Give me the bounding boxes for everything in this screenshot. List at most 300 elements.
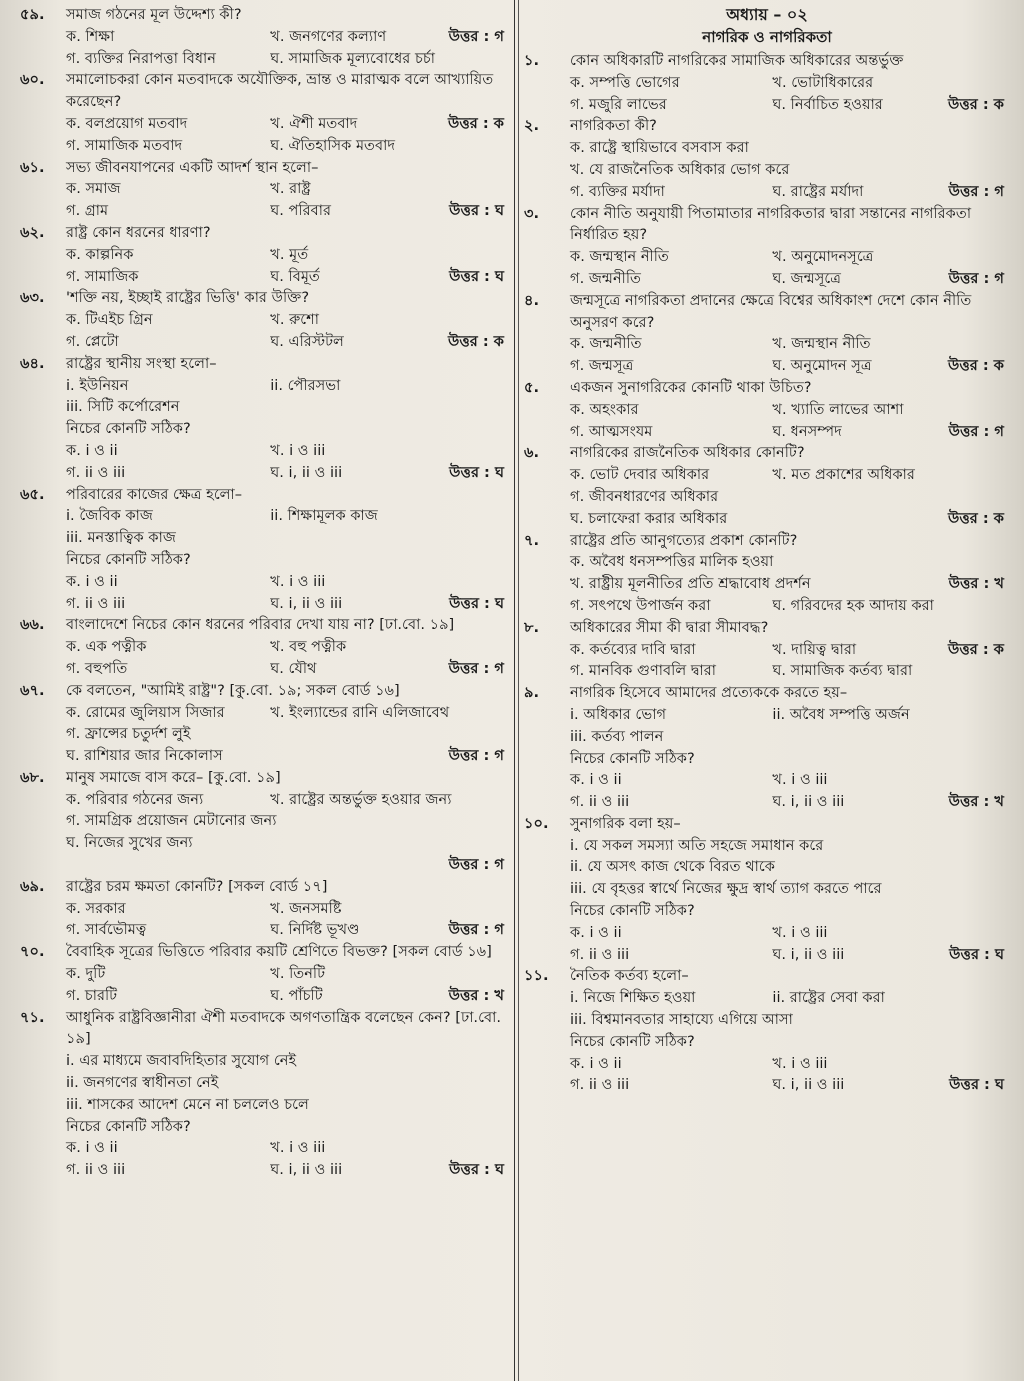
answer-label: [1004, 595, 1010, 617]
option-row: [20, 266, 510, 288]
option-row: [524, 486, 1010, 508]
option: গ. ii ও iii: [66, 1161, 126, 1179]
statement: [309, 1094, 510, 1116]
option: [772, 486, 1004, 508]
option: গ. বহুপতি: [66, 659, 128, 677]
statement-row: [524, 1031, 1010, 1053]
option: ক. সম্পত্তি ভোগের: [570, 73, 680, 91]
question-item: [524, 617, 1010, 682]
answer-label: উত্তর : খ: [948, 793, 1004, 811]
statement: [296, 1050, 510, 1072]
option: গ. চারটি: [66, 986, 118, 1004]
question-text: 'শক্তি নয়, ইচ্ছাই রাষ্ট্রের ভিত্তি' কার উক্তি?: [66, 289, 310, 307]
option: গ. ব্যক্তির মর্যাদা: [570, 182, 665, 200]
option: খ. ইংল্যান্ডের রানি এলিজাবেথ: [270, 703, 450, 721]
option: গ. সামাজিক মতবাদ: [66, 136, 183, 154]
answer-label: উত্তর : গ: [448, 659, 504, 677]
answer-label: [504, 636, 510, 658]
question-number: ৬৭.: [20, 681, 45, 699]
option: ঘ. রাশিয়ার জার নিকোলাস: [66, 747, 223, 765]
question-item: [524, 203, 1010, 290]
option-row: [524, 355, 1010, 377]
option: ঘ. পরিবার: [270, 202, 332, 220]
statement: ii. যে অসৎ কাজ থেকে বিরত থাকে: [570, 858, 775, 876]
option: খ. তিনটি: [270, 965, 326, 983]
question-text: কোন নীতি অনুযায়ী পিতামাতার নাগরিকতার দ্বারা সন্তানের নাগরিকতা নির্ধারিত হয়?: [570, 204, 972, 244]
option-row: [20, 462, 510, 484]
option-row: [20, 702, 510, 724]
statement: iii. শাসকের আদেশ মেনে না চললেও চলে: [66, 1095, 309, 1113]
question-stem: [524, 203, 1010, 247]
statement: ii. জনগণের স্বাধীনতা নেই: [66, 1074, 219, 1092]
option: [66, 854, 270, 876]
question-stem: [20, 222, 510, 244]
option: খ. রাষ্ট্রের অন্তর্ভুক্ত হওয়ার জন্য: [270, 790, 452, 808]
option: ঘ. i, ii ও iii: [772, 1076, 845, 1094]
statement: iii. মনস্তাত্বিক কাজ: [66, 529, 176, 547]
option-row: [20, 440, 510, 462]
question-stem: [20, 484, 510, 506]
option: [270, 854, 448, 876]
answer-label: [1004, 486, 1010, 508]
statement: [773, 551, 1010, 573]
statement-row: [20, 418, 510, 440]
answer-label: [504, 440, 510, 462]
question-text: কে বলতেন, "আমিই রাষ্ট্র"? [কু.বো. ১৯; সকল বোর্ড ১৬]: [66, 681, 400, 699]
statement: iii. যে বৃহত্তর স্বার্থে নিজের ক্ষুদ্র স্বার্থ ত্যাগ করতে পারে: [570, 880, 882, 898]
option: ক. দুটি: [66, 965, 106, 983]
statement-row: [524, 856, 1010, 878]
option-row: [524, 464, 1010, 486]
option-row: [20, 135, 510, 157]
answer-label: উত্তর : খ: [948, 575, 1004, 593]
column-divider: [514, 0, 515, 1381]
answer-label: উত্তর : গ: [948, 269, 1004, 287]
question-text: একজন সুনাগরিকের কোনটি থাকা উচিত?: [570, 378, 812, 396]
option: খ. i ও iii: [772, 923, 828, 941]
question-stem: [20, 157, 510, 179]
question-stem: [524, 965, 1010, 987]
answer-label: [1004, 660, 1010, 682]
question-text: আধুনিক রাষ্ট্রবিজ্ঞানীরা ঐশী মতবাদকে অগণতান্ত্রিক বলেছেন কেন? [ঢা.বো. ১৯]: [66, 1008, 501, 1048]
statement-row: [20, 505, 510, 527]
option: ক. i ও ii: [570, 1054, 622, 1072]
option-row: [524, 660, 1010, 682]
question-number: ৬৬.: [20, 616, 45, 634]
answer-label: উত্তর : গ: [448, 856, 504, 874]
question-item: [20, 287, 510, 352]
option: ক. ভোট দেবার অধিকার: [570, 466, 710, 484]
question-number: ৬৩.: [20, 289, 45, 307]
option: ঘ. যৌথ: [270, 659, 317, 677]
option: গ. জন্মনীতি: [570, 269, 641, 287]
statement: [772, 726, 1010, 748]
statement: [270, 396, 510, 418]
statement: নিচের কোনটি সঠিক?: [570, 749, 695, 767]
option: গ. ii ও iii: [570, 793, 630, 811]
option: ঘ. নিজের সুখের জন্য: [66, 834, 193, 852]
option: ঘ. i, ii ও iii: [270, 594, 343, 612]
statement-row: [20, 1072, 510, 1094]
option-row: [524, 1074, 1010, 1096]
statement: নিচের কোনটি সঠিক?: [570, 902, 695, 920]
option-row: [524, 421, 1010, 443]
option-row: [20, 1137, 510, 1159]
question-text: সুনাগরিক বলা হয়–: [570, 814, 681, 832]
option: গ. ii ও iii: [66, 594, 126, 612]
option: গ. আত্মসংযম: [570, 422, 653, 440]
question-number: ১১.: [524, 967, 549, 985]
question-number: ৫.: [524, 378, 540, 396]
option-row: [524, 181, 1010, 203]
option-row: [524, 791, 1010, 813]
question-text: রাষ্ট্রের চরম ক্ষমতা কোনটি? [সকল বোর্ড ১৭]: [66, 877, 328, 895]
statement: ii. অবৈধ সম্পত্তি অর্জন: [772, 705, 910, 723]
option: গ. ii ও iii: [66, 463, 126, 481]
question-text: সমাজ গঠনের মূল উদ্দেশ্য কী?: [66, 6, 242, 23]
answer-label: [504, 244, 510, 266]
answer-label: [504, 723, 510, 745]
answer-label: উত্তর : ক: [947, 95, 1004, 113]
option: খ. রুশো: [270, 311, 320, 329]
answer-label: উত্তর : ঘ: [949, 1076, 1004, 1094]
question-stem: [20, 4, 510, 26]
option: ঘ. নির্দিষ্ট ভূখণ্ড: [270, 921, 360, 939]
option: খ. রাষ্ট্রীয় মূলনীতির প্রতি শ্রদ্ধাবোধ প্রদর্শন: [570, 575, 811, 593]
option: ক. কাল্পনিক: [66, 245, 134, 263]
answer-label: উত্তর : ক: [947, 640, 1004, 658]
option: ঘ. পাঁচটি: [270, 986, 323, 1004]
question-stem: [20, 614, 510, 636]
statement: [270, 527, 510, 549]
statement-row: [524, 878, 1010, 900]
answer-label: [1004, 72, 1010, 94]
question-stem: [20, 767, 510, 789]
question-text: সমালোচকরা কোন মতবাদকে অযৌক্তিক, ভ্রান্ত ও মারাত্মক বলে আখ্যায়িত করেছেন?: [66, 71, 494, 111]
statement: [772, 1031, 1010, 1053]
option-row: [20, 919, 510, 941]
question-number: ৮.: [524, 618, 540, 636]
option: ক. রোমের জুলিয়াস সিজার: [66, 703, 225, 721]
option: গ. ফ্রান্সের চতুর্দশ লুই: [66, 725, 191, 743]
answer-label: [504, 178, 510, 200]
option-row: [524, 94, 1010, 116]
answer-label: উত্তর : ঘ: [449, 463, 504, 481]
chapter-number: অধ্যায় – ০২: [726, 5, 808, 24]
answer-label: [504, 898, 510, 920]
option: ঘ. এরিস্টটল: [270, 332, 344, 350]
statement-row: [524, 1009, 1010, 1031]
statement-row: [20, 549, 510, 571]
option-row: [20, 200, 510, 222]
question-item: [524, 682, 1010, 813]
option: ঘ. সামাজিক মূল্যবোধের চর্চা: [270, 49, 435, 67]
question-item: [20, 941, 510, 1006]
option-row: [524, 944, 1010, 966]
statement: [772, 137, 1010, 159]
option: খ. অনুমোদনসূত্রে: [772, 248, 874, 266]
question-stem: [20, 1007, 510, 1051]
question-stem: [524, 50, 1010, 72]
question-stem: [524, 813, 1010, 835]
answer-label: উত্তর : ক: [947, 357, 1004, 375]
statement: i. যে সকল সমস্যা অতি সহজে সমাধান করে: [570, 836, 824, 854]
option: ঘ. চলাফেরা করার অধিকার: [570, 509, 728, 527]
option-row: [20, 244, 510, 266]
question-number: ৬৪.: [20, 354, 45, 372]
statement-row: [524, 726, 1010, 748]
statement-row: [524, 748, 1010, 770]
right-column: [524, 4, 1010, 1381]
option-row: [524, 333, 1010, 355]
option: গ. মজুরি লাভের: [570, 95, 667, 113]
option: খ. রাষ্ট্র: [270, 180, 311, 198]
statement: [772, 748, 1010, 770]
option: ক. সমাজ: [66, 180, 121, 198]
statement-row: [20, 1094, 510, 1116]
question-item: [20, 4, 510, 69]
option: খ. ঐশী মতবাদ: [270, 114, 358, 132]
question-number: ১০.: [524, 814, 549, 832]
answer-label: উত্তর : খ: [448, 986, 504, 1004]
question-item: [20, 767, 510, 876]
option-row: [20, 113, 510, 135]
statement-row: [524, 987, 1010, 1009]
question-item: [20, 353, 510, 484]
option: গ. মানবিক গুণাবলি দ্বারা: [570, 662, 717, 680]
question-text: নাগরিকতা কী?: [570, 117, 657, 135]
question-item: [20, 876, 510, 941]
answer-label: [504, 789, 510, 811]
option: ঘ. অনুমোদন সূত্র: [772, 357, 872, 375]
option: ঘ. রাষ্ট্রের মর্যাদা: [772, 182, 864, 200]
answer-label: উত্তর : ক: [947, 509, 1004, 527]
option-row: [20, 745, 510, 767]
option: ক. জন্মস্থান নীতি: [570, 248, 669, 266]
option-row: [20, 571, 510, 593]
option-row: [20, 963, 510, 985]
option: গ. ii ও iii: [570, 1076, 630, 1094]
question-stem: [20, 353, 510, 375]
statement-row: [524, 704, 1010, 726]
statement-row: [524, 137, 1010, 159]
question-number: ৯.: [524, 684, 540, 702]
answer-label: [504, 48, 510, 70]
question-item: [20, 484, 510, 615]
question-text: রাষ্ট্রের স্থানীয় সংস্থা হলো–: [66, 354, 217, 372]
question-number: ১.: [524, 52, 540, 69]
option: খ. জনগণের কল্যাণ: [270, 27, 387, 45]
option: ক. i ও ii: [66, 572, 118, 590]
statement: [775, 856, 1010, 878]
statement: ক. অবৈধ ধনসম্পত্তির মালিক হওয়া: [570, 553, 774, 571]
option: গ. সার্বভৌমত্ব: [66, 921, 147, 939]
answer-label: উত্তর : গ: [948, 182, 1004, 200]
question-text: বৈবাহিক সূত্রের ভিত্তিতে পরিবার কয়টি শ্রেণিতে বিভক্ত? [সকল বোর্ড ১৬]: [66, 943, 492, 961]
question-number: ৬৫.: [20, 485, 45, 503]
question-text: জন্মসূত্রে নাগরিকতা প্রদানের ক্ষেত্রে বিশ্বের অধিকাংশ দেশে কোন নীতি অনুসরণ করে?: [570, 291, 972, 331]
statement-row: [524, 835, 1010, 857]
question-number: ৩.: [524, 204, 540, 222]
option: খ. মত প্রকাশের অধিকার: [772, 466, 915, 484]
answer-label: [1004, 333, 1010, 355]
statement: iii. সিটি কর্পোরেশন: [66, 398, 180, 416]
question-text: নাগরিক হিসেবে আমাদের প্রত্যেককে করতে হয়–: [570, 684, 848, 702]
answer-label: [504, 963, 510, 985]
statement: নিচের কোনটি সঠিক?: [66, 550, 191, 568]
option: [270, 745, 448, 767]
statement: ক. রাষ্ট্রে স্থায়িভাবে বসবাস করা: [570, 139, 749, 157]
question-item: [20, 614, 510, 679]
option: ঘ. গরিবদের হক আদায় করা: [772, 596, 934, 614]
question-item: [20, 69, 510, 156]
option: ক. i ও ii: [570, 923, 622, 941]
option: ক. পরিবার গঠনের জন্য: [66, 790, 204, 808]
option: ঘ. i, ii ও iii: [772, 945, 845, 963]
answer-label: [1004, 1053, 1010, 1075]
answer-label: উত্তর : গ: [948, 422, 1004, 440]
option: ঘ. সামাজিক কর্তব্য দ্বারা: [772, 662, 913, 680]
question-stem: [524, 682, 1010, 704]
question-text: সভ্য জীবনযাপনের একটি আদর্শ স্থান হলো–: [66, 158, 319, 176]
statement-row: [524, 900, 1010, 922]
option: ঘ. ধনসম্পদ: [772, 422, 842, 440]
question-item: [20, 680, 510, 767]
answer-label: উত্তর : গ: [448, 27, 504, 45]
question-stem: [20, 287, 510, 309]
option: [811, 573, 949, 595]
statement-row: [20, 396, 510, 418]
question-text: নৈতিক কর্তব্য হলো–: [570, 967, 689, 985]
option: ঘ. বিমূর্ত: [270, 267, 320, 285]
statement: i. ইউনিয়ন: [66, 376, 129, 394]
answer-label: [1004, 464, 1010, 486]
answer-label: [504, 309, 510, 331]
option: ক. সরকার: [66, 899, 126, 917]
question-item: [524, 377, 1010, 442]
option-row: [20, 658, 510, 680]
option-row: [20, 48, 510, 70]
question-item: [524, 290, 1010, 377]
question-stem: [524, 290, 1010, 334]
option: খ. দায়িত্ব দ্বারা: [772, 640, 857, 658]
option: ক. এক পত্নীক: [66, 638, 147, 656]
option: ক. কর্তব্যের দাবি দ্বারা: [570, 640, 696, 658]
question-item: [524, 965, 1010, 1096]
question-stem: [20, 876, 510, 898]
question-text: কোন অধিকারটি নাগরিকের সামাজিক অধিকারের অন্তর্ভুক্ত: [570, 52, 904, 69]
statement: ii. শিক্ষামূলক কাজ: [270, 507, 378, 525]
question-item: [20, 1007, 510, 1181]
question-text: রাষ্ট্র কোন ধরনের ধারণা?: [66, 223, 211, 241]
answer-label: [504, 571, 510, 593]
statement-row: [524, 551, 1010, 573]
option-row: [20, 636, 510, 658]
option-row: [20, 26, 510, 48]
question-item: [524, 530, 1010, 617]
option-row: [20, 810, 510, 832]
answer-label: [1004, 769, 1010, 791]
option: খ. জন্মস্থান নীতি: [772, 335, 871, 353]
option: ঘ. ঐতিহাসিক মতবাদ: [270, 136, 396, 154]
chapter-title: নাগরিক ও নাগরিকতা: [702, 28, 832, 46]
option-row: [524, 769, 1010, 791]
question-number: ৬৯.: [20, 877, 45, 895]
question-item: [524, 813, 1010, 966]
option-row: [524, 573, 1010, 595]
question-number: ৬১.: [20, 158, 45, 176]
question-number: ৭.: [524, 531, 540, 549]
option-row: [20, 985, 510, 1007]
option-row: [20, 309, 510, 331]
question-text: অধিকারের সীমা কী দ্বারা সীমাবদ্ধ?: [570, 618, 769, 636]
question-item: [20, 222, 510, 287]
option-row: [20, 854, 510, 876]
option: [270, 832, 504, 854]
statement: খ. যে রাজনৈতিক অধিকার ভোগ করে: [570, 160, 790, 178]
option-row: [524, 268, 1010, 290]
option-row: [524, 595, 1010, 617]
option: গ. ii ও iii: [570, 945, 630, 963]
option: খ. ভোটাধিকারের: [772, 73, 874, 91]
option: ক. i ও ii: [570, 771, 622, 789]
statement: [772, 900, 1010, 922]
answer-label: উত্তর : গ: [448, 921, 504, 939]
option: ক. জন্মনীতি: [570, 335, 642, 353]
question-text: নাগরিকের রাজনৈতিক অধিকার কোনটি?: [570, 444, 805, 462]
option: খ. বহু পত্নীক: [270, 638, 347, 656]
statement: [270, 549, 510, 571]
statement: [270, 1116, 510, 1138]
question-item: [524, 115, 1010, 202]
statement: i. এর মাধ্যমে জবাবদিহিতার সুযোগ নেই: [66, 1052, 297, 1070]
option-row: [524, 72, 1010, 94]
question-number: ৬৮.: [20, 768, 45, 786]
statement: নিচের কোনটি সঠিক?: [66, 1117, 191, 1135]
question-stem: [20, 941, 510, 963]
option: ক. অহংকার: [570, 400, 639, 418]
answer-label: উত্তর : ঘ: [949, 945, 1004, 963]
answer-label: [504, 832, 510, 854]
question-text: রাষ্ট্রের প্রতি আনুগত্যের প্রকাশ কোনটি?: [570, 531, 798, 549]
question-number: ২.: [524, 117, 540, 135]
option: ঘ. জন্মসূত্রে: [772, 269, 842, 287]
statement-row: [524, 159, 1010, 181]
option-row: [20, 723, 510, 745]
statement: [270, 418, 510, 440]
question-text: বাংলাদেশে নিচের কোন ধরনের পরিবার দেখা যায় না? [ঢা.বো. ১৯]: [66, 616, 455, 634]
option: খ. i ও iii: [270, 572, 326, 590]
option: খ. মূর্ত: [270, 245, 309, 263]
answer-label: [1004, 922, 1010, 944]
option-row: [524, 508, 1010, 530]
column-divider-inner: [518, 0, 519, 1381]
option: খ. জনসমষ্টি: [270, 899, 342, 917]
question-item: [524, 442, 1010, 529]
option: ক. i ও ii: [66, 441, 118, 459]
option: খ. i ও iii: [772, 1054, 828, 1072]
option: ক. বলপ্রয়োগ মতবাদ: [66, 114, 188, 132]
option: খ. i ও iii: [270, 441, 326, 459]
option: [772, 508, 948, 530]
statement-row: [20, 1116, 510, 1138]
option-row: [524, 639, 1010, 661]
question-number: ৭১.: [20, 1008, 45, 1026]
option-row: [20, 1159, 510, 1181]
option: গ. ব্যক্তির নিরাপত্তা বিধান: [66, 49, 216, 67]
question-number: ৬০.: [20, 71, 45, 89]
option-row: [20, 178, 510, 200]
